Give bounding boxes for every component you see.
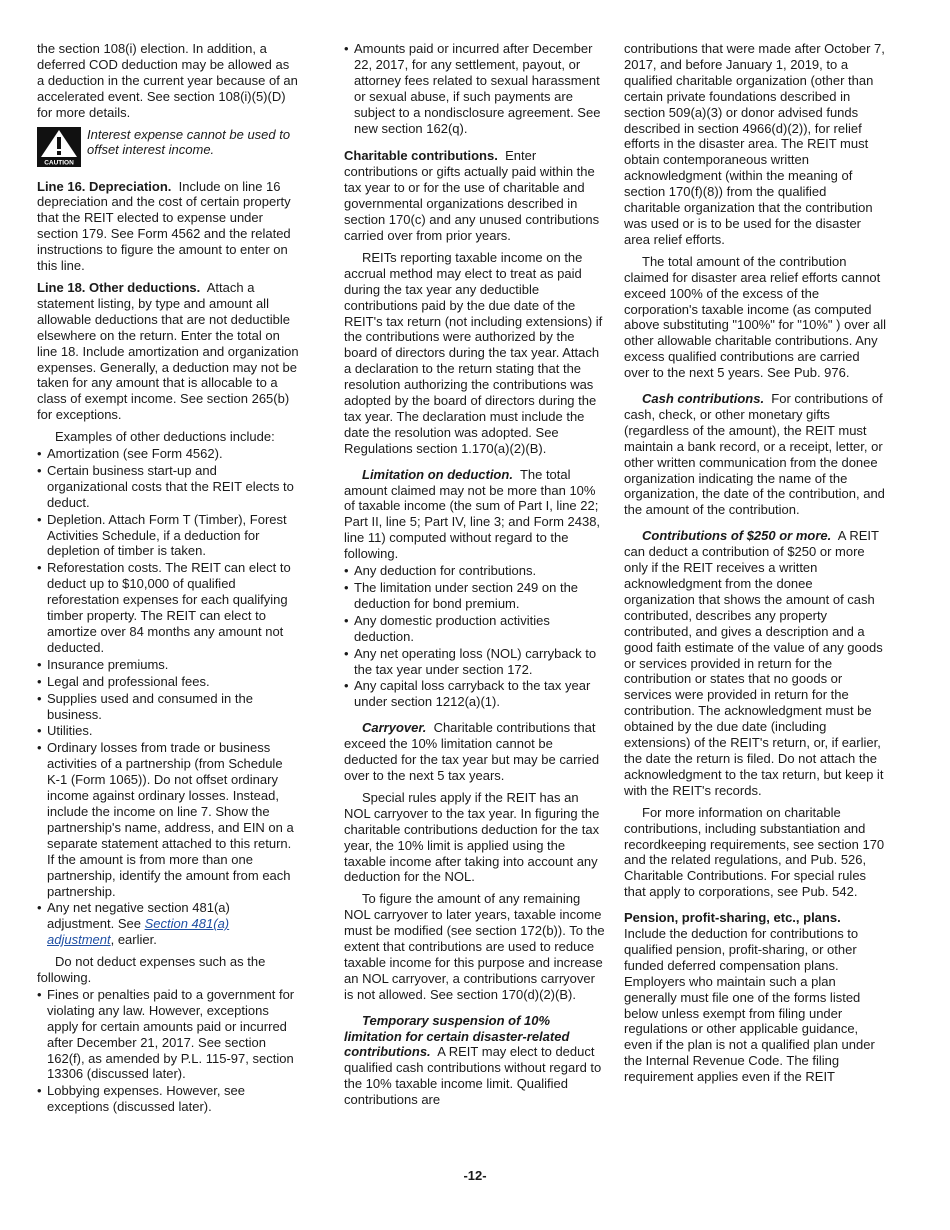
cash-contributions-heading: Cash contributions. bbox=[642, 391, 765, 407]
list-item-481a bbox=[37, 900, 299, 948]
special-rules-paragraph: Special rules apply if the REIT has an NOL carryover to the tax year. In figuring the charitable contributions deduction for the tax year, the 10% limit is applied using the taxable income after taking into account any deduction for the NOL. bbox=[344, 789, 600, 885]
line18-body: Attach a statement listing, by type and amount all allowable deductions that are not deductible elsewhere on the return. Enter the total on line 18. Include amortization and organization expenses. Generally, a deduction may not be taken for any amount that is allocable to a class of exempt income. See section 265(b) for exceptions. bbox=[37, 279, 299, 423]
charitable-body: Enter contributions or gifts actually paid within the tax year to or for the use of charitable and governmental organizations described in section 170(c) and any unused contributions carried over from prior years. bbox=[344, 148, 600, 243]
limitation-body: The total amount claimed may not be more than 10% of taxable income (the sum of Part I, line 22; Part II, line 5; Part IV, line 3; and Form 2438, line 11) computed without regard to the following. bbox=[344, 466, 601, 562]
pension-paragraph bbox=[624, 910, 886, 1085]
line16-body: Include on line 16 depreciation and the cost of certain property that the REIT elected to expense under section 179. See Form 4562 and the related instructions to figure the amount to enter on this line. bbox=[37, 178, 291, 274]
list-item: • Reforestation costs. The REIT can elect to deduct up to $10,000 of qualified reforestation expenses for each qualifying timber property. The REIT can elect to amortize over 84 months any amount not deducted. bbox=[37, 560, 299, 655]
contributions-250-paragraph bbox=[624, 528, 886, 798]
limitation-heading: Limitation on deduction. bbox=[362, 466, 513, 482]
list-item: • Any net operating loss (NOL) carryback to the tax year under section 172. bbox=[344, 646, 606, 678]
more-info-paragraph: For more information on charitable contributions, including substantiation and recordkeeping requirements, see section 170 and the related regulations, and Pub. 526, Charitable Contributions. For special rules that apply to corporations, see Pub. 542. bbox=[624, 804, 885, 900]
disaster-contributions-paragraph: contributions that were made after October 7, 2017, and before January 1, 2019, to a qualified charitable organization (other than certain private foundations described in section 509(a)(3) or donor advised funds described in section 4966(d)(2)), for relief efforts in the disaster area. The REIT must obtain contemporaneous written acknowledgment (within the meaning of section 170(f)(8)) from the qualified charitable organization that the contribution was used or is to be used for the disaster area relief efforts. bbox=[624, 41, 885, 247]
list-item: • Utilities. bbox=[37, 723, 299, 739]
pension-body: Include the deduction for contributions to qualified pension, profit-sharing, or other funded deferred compensation plans. Employers who maintain such a plan generally must file one of the forms listed below unless exempt from filing under regulations or other applicable guidance, even if the plan is not a qualified plan under the Internal Revenue Code. The filing requirement applies even if the REIT bbox=[624, 926, 875, 1085]
temp-suspension-paragraph bbox=[344, 1013, 606, 1108]
list-item: • Lobbying expenses. However, see exceptions (discussed later). bbox=[37, 1083, 299, 1115]
carryover-body: Charitable contributions that exceed the 10% limitation cannot be deducted for the tax year but may be carried over to the next 5 tax years. bbox=[344, 720, 600, 783]
list-item: • Any domestic production activities deduction. bbox=[344, 613, 606, 645]
list-item: • The limitation under section 249 on the deduction for bond premium. bbox=[344, 580, 606, 612]
column-2 bbox=[344, 41, 606, 1114]
paragraph-108i-election: the section 108(i) election. In addition, a deferred COD deduction may be allowed as a deduction in the current year because of an accelerated event. See section 108(i)(5)(D) for more details. bbox=[37, 41, 298, 120]
column-3 bbox=[624, 41, 886, 1091]
column-1 bbox=[37, 41, 299, 1116]
line18-paragraph bbox=[37, 280, 299, 423]
list-item: • Depletion. Attach Form T (Timber), Forest Activities Schedule, if a deduction for depletion of timber is taken. bbox=[37, 512, 299, 560]
remaining-nol-paragraph: To figure the amount of any remaining NOL carryover to later years, taxable income must be modified (see section 172(b)). To the extent that contributions are used to reduce taxable income for this purpose and increase an NOL carryover, a contributions carryover is not allowed. See section 170(d)(2)(B). bbox=[344, 891, 605, 1002]
disaster-limit-paragraph: The total amount of the contribution claimed for disaster area relief efforts cannot exceed 100% of the excess of the corporation's taxable income (as computed above substituting "100%" for "10%" ) over all other allowable charitable contributions. Any excess qualified contributions are carried over to the next 5 years. See Pub. 976. bbox=[624, 253, 886, 381]
caution-text: Interest expense cannot be used to offset interest income. bbox=[87, 126, 291, 158]
page-number: -12- bbox=[463, 1168, 487, 1183]
list-item: • Ordinary losses from trade or business activities of a partnership (from Schedule K-1 (Form 1065)). Do not offset ordinary income against ordinary losses. Instead, include the income on line 7. Show the partnership's name, address, and EIN on a separate statement attached to this return. If the amount is from more than one partnership, identify the amount from each partnership. bbox=[37, 740, 299, 899]
temp-suspension-body: A REIT may elect to deduct qualified cash contributions without regard to the 10% taxable income limit. Qualified contributions are bbox=[344, 1044, 602, 1108]
line16-paragraph bbox=[37, 179, 299, 274]
pension-heading: Pension, profit-sharing, etc., plans. bbox=[624, 910, 841, 926]
list-item: • Legal and professional fees. bbox=[37, 674, 299, 690]
charitable-paragraph bbox=[344, 148, 606, 243]
b481-post: , earlier. bbox=[110, 932, 157, 948]
cash-contributions-paragraph bbox=[624, 391, 886, 518]
section-481a-link[interactable]: Section 481(a) adjustment bbox=[47, 916, 230, 948]
caution-icon bbox=[37, 127, 81, 167]
list-item: • Fines or penalties paid to a government for violating any law. However, exceptions apply for certain amounts paid or incurred after December 21, 2017. See section 162(f), as amended by P.L. 115-97, section 13306 (discussed later). bbox=[37, 987, 299, 1082]
dont-deduct-intro: Do not deduct expenses such as the following. bbox=[37, 954, 266, 986]
temp-suspension-heading: Temporary suspension of 10% limitation for certain disaster-related contributions. bbox=[344, 1012, 570, 1060]
list-item: • Amounts paid or incurred after December 22, 2017, for any settlement, payout, or attorney fees related to sexual harassment or sexual abuse, if such payments are subject to a nondisclosure agreement. See new section 162(q). bbox=[344, 41, 606, 136]
examples-intro: Examples of other deductions include: bbox=[55, 429, 275, 445]
contributions-250-body: A REIT can deduct a contribution of $250 or more only if the REIT receives a written acknowledgment from the donee organization that shows the amount of cash contributed, describes any property contributed, and gives a description and a good faith estimate of the value of any goods or services provided in return for the contribution or states that no goods or services were provided in return for the contribution. The acknowledgment must be obtained by the due date (including extensions) of the REIT's return, or, if earlier, the date the return is filed. Do not attach the acknowledgment to the tax return, but keep it with the REIT's records. bbox=[624, 528, 884, 798]
line18-heading: Line 18. Other deductions. bbox=[37, 279, 201, 295]
carryover-heading: Carryover. bbox=[362, 720, 427, 736]
list-item: • Amortization (see Form 4562). bbox=[37, 446, 299, 462]
accrual-paragraph: REITs reporting taxable income on the accrual method may elect to treat as paid during the tax year any deductible contributions paid by the due date of the REIT's tax return (not including extensions) if the contributions were authorized by the board of directors during the tax year. Attach a declaration to the return stating that the resolution authorizing the contributions was adopted by the board of directors during the tax year. The declaration must include the date the resolution was adopted. See Regulations section 1.170(a)(2)(B). bbox=[344, 249, 603, 456]
limitation-paragraph bbox=[344, 467, 606, 562]
cash-contributions-body: For contributions of cash, check, or other monetary gifts (regardless of the amount), the REIT must maintain a bank record, or a receipt, letter, or other written communication from the donee organization indicating the name of the organization, the date of the contribution, and the amount of the contribution. bbox=[624, 391, 885, 518]
caution-note bbox=[37, 127, 299, 167]
list-item: • Supplies used and consumed in the business. bbox=[37, 691, 299, 723]
line16-heading: Line 16. Depreciation. bbox=[37, 178, 172, 194]
list-item: • Any capital loss carryback to the tax year under section 1212(a)(1). bbox=[344, 678, 606, 710]
list-item: • Insurance premiums. bbox=[37, 657, 299, 673]
list-item: • Certain business start-up and organizational costs that the REIT elects to deduct. bbox=[37, 463, 299, 511]
contributions-250-heading: Contributions of $250 or more. bbox=[642, 528, 832, 544]
list-item: • Any deduction for contributions. bbox=[344, 563, 606, 579]
caution-label: CAUTION bbox=[44, 159, 74, 167]
b481-text: Any net negative section 481(a) adjustment. See bbox=[47, 900, 230, 932]
charitable-heading: Charitable contributions. bbox=[344, 148, 498, 164]
carryover-paragraph bbox=[344, 720, 606, 784]
